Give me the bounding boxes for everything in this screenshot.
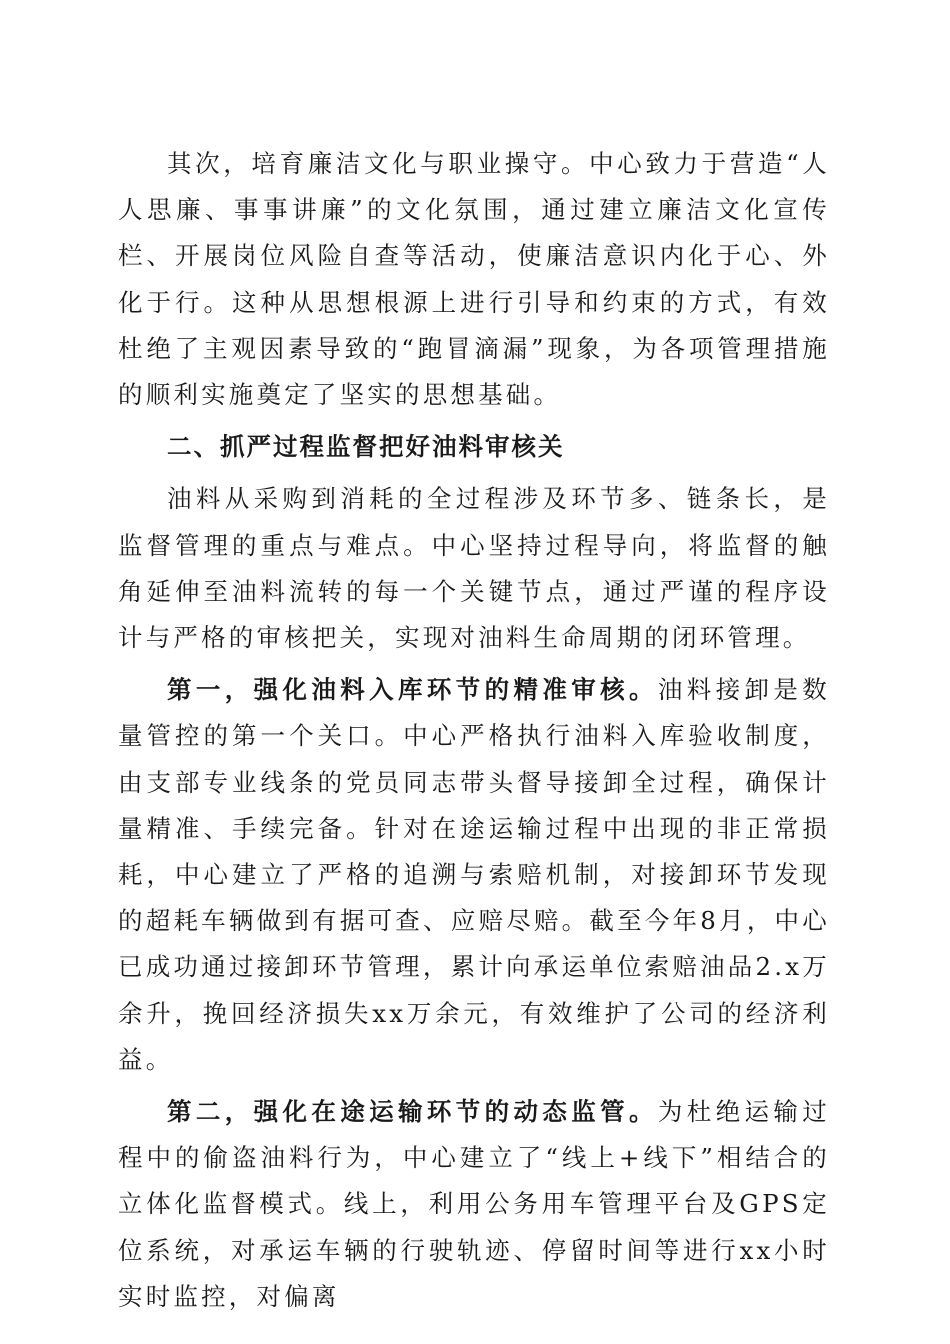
paragraph-lead: 第二，强化在途运输环节的动态监管。	[167, 1097, 658, 1127]
paragraph-transport-monitoring	[118, 1089, 830, 1320]
paragraph-text: 油料接卸是数量管控的第一个关口。中心严格执行油料入库验收制度，由支部专业线条的党员同志带头督导接卸全过程，确保计量精准、手续完备。针对在途运输过程中出现的非正常损耗，中心建立了严格的追溯与索赔机制，对接卸环节发现的超耗车辆做到有据可查、应赔尽赔。截至今年8月，中心已成功通过接卸环节管理，累计向承运单位索赔油品2.x万余升，挽回经济损失xx万余元，有效维护了公司的经济利益。	[118, 675, 830, 1074]
paragraph-text: 为杜绝运输过程中的偷盗油料行为，中心建立了“线上+线下”相结合的立体化监督模式。线上，利用公务用车管理平台及GPS定位系统，对承运车辆的行驶轨迹、停留时间等进行xx小时实时监控，对偏离	[118, 1097, 830, 1311]
paragraph-storage-audit	[118, 667, 830, 1083]
paragraph-integrity-culture: 其次，培育廉洁文化与职业操守。中心致力于营造“人人思廉、事事讲廉”的文化氛围，通过建立廉洁文化宣传栏、开展岗位风险自查等活动，使廉洁意识内化于心、外化于行。这种从思想根源上进行引导和约束的方式，有效杜绝了主观因素导致的“跑冒滴漏”现象，为各项管理措施的顺利实施奠定了坚实的思想基础。	[118, 149, 830, 410]
paragraph-lead: 第一，强化油料入库环节的精准审核。	[167, 675, 658, 705]
document-body	[118, 141, 830, 1320]
paragraph-process-supervision: 油料从采购到消耗的全过程涉及环节多、链条长，是监督管理的重点与难点。中心坚持过程导向，将监督的触角延伸至油料流转的每一个关键节点，通过严谨的程序设计与严格的审核把关，实现对油料生命周期的闭环管理。	[118, 484, 830, 653]
section-heading-2: 二、抓严过程监督把好油料审核关	[167, 432, 565, 462]
